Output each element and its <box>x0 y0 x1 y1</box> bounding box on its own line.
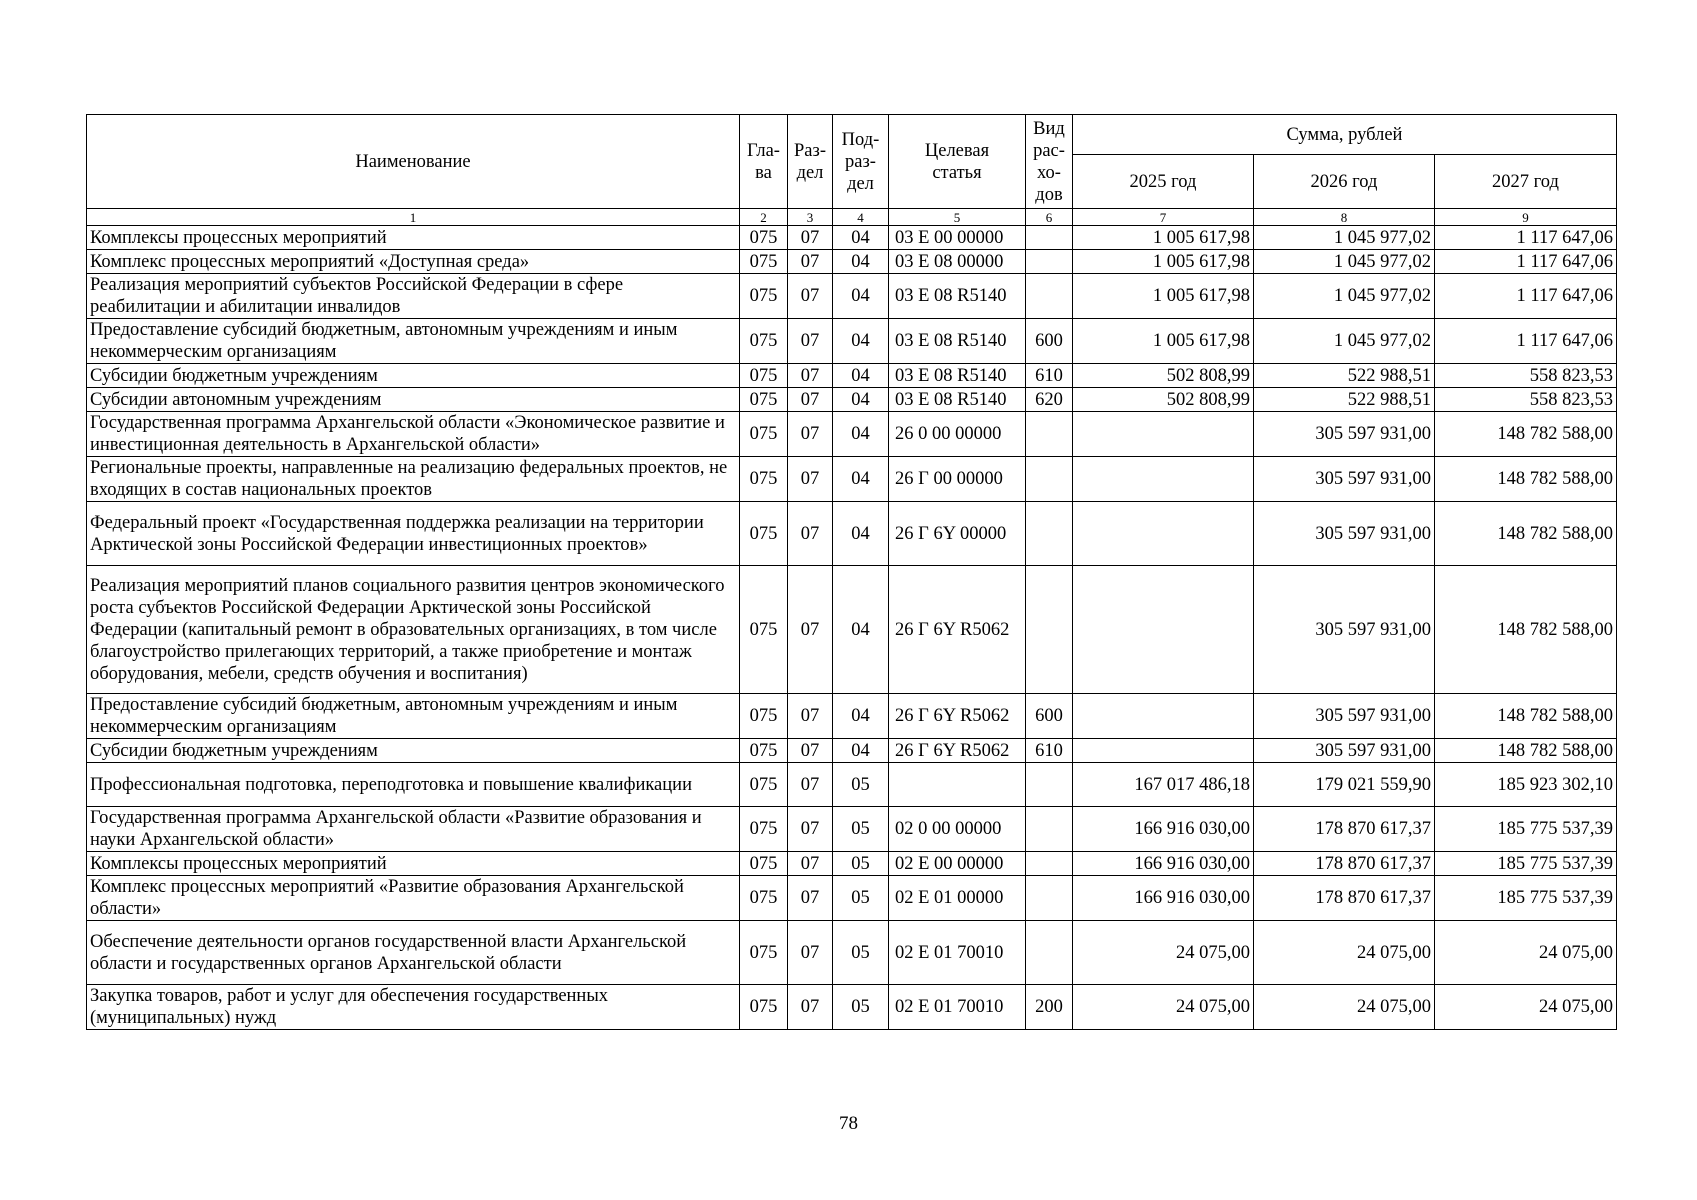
table-row <box>87 763 1617 807</box>
budget-table <box>86 114 1617 1030</box>
row-glava: 075 <box>740 274 788 319</box>
row-podrazdel: 05 <box>833 985 889 1030</box>
row-amount-2026: 178 870 617,37 <box>1254 852 1435 876</box>
row-glava: 075 <box>740 388 788 412</box>
row-target: 26 Г 6Y R5062 <box>889 566 1026 694</box>
row-amount-2027: 148 782 588,00 <box>1435 502 1617 566</box>
row-target: 26 Г 00 00000 <box>889 457 1026 502</box>
row-amount-2026: 178 870 617,37 <box>1254 876 1435 921</box>
row-amount-2027: 185 775 537,39 <box>1435 807 1617 852</box>
row-amount-2025: 167 017 486,18 <box>1073 763 1254 807</box>
column-number: 2 <box>740 209 788 226</box>
row-amount-2025 <box>1073 739 1254 763</box>
column-number: 7 <box>1073 209 1254 226</box>
table-row <box>87 566 1617 694</box>
row-target <box>889 763 1026 807</box>
header-razdel: Раз- дел <box>788 115 833 209</box>
row-vid <box>1026 807 1073 852</box>
row-amount-2025: 502 808,99 <box>1073 388 1254 412</box>
row-glava: 075 <box>740 502 788 566</box>
row-name: Реализация мероприятий субъектов Российской Федерации в сфере реабилитации и абилитации инвалидов <box>87 274 740 319</box>
row-amount-2027: 558 823,53 <box>1435 388 1617 412</box>
column-number: 5 <box>889 209 1026 226</box>
row-vid: 610 <box>1026 739 1073 763</box>
row-podrazdel: 04 <box>833 250 889 274</box>
column-number-row <box>87 209 1617 226</box>
row-amount-2026: 179 021 559,90 <box>1254 763 1435 807</box>
row-razdel: 07 <box>788 807 833 852</box>
table-row <box>87 412 1617 457</box>
row-amount-2026: 305 597 931,00 <box>1254 694 1435 739</box>
row-amount-2026: 305 597 931,00 <box>1254 502 1435 566</box>
row-amount-2026: 305 597 931,00 <box>1254 457 1435 502</box>
row-podrazdel: 05 <box>833 807 889 852</box>
row-name: Государственная программа Архангельской области «Экономическое развитие и инвестиционная деятельность в Архангельской области» <box>87 412 740 457</box>
row-glava: 075 <box>740 412 788 457</box>
row-vid <box>1026 921 1073 985</box>
row-glava: 075 <box>740 985 788 1030</box>
table-row <box>87 985 1617 1030</box>
row-amount-2027: 148 782 588,00 <box>1435 694 1617 739</box>
table-row <box>87 388 1617 412</box>
row-amount-2026: 305 597 931,00 <box>1254 412 1435 457</box>
column-number: 9 <box>1435 209 1617 226</box>
header-vid: Вид рас- хо- дов <box>1026 115 1073 209</box>
row-razdel: 07 <box>788 739 833 763</box>
table-row <box>87 921 1617 985</box>
row-amount-2026: 1 045 977,02 <box>1254 274 1435 319</box>
row-amount-2027: 148 782 588,00 <box>1435 457 1617 502</box>
table-row <box>87 226 1617 250</box>
row-glava: 075 <box>740 852 788 876</box>
row-amount-2025: 166 916 030,00 <box>1073 807 1254 852</box>
row-amount-2027: 558 823,53 <box>1435 364 1617 388</box>
row-razdel: 07 <box>788 763 833 807</box>
table-row <box>87 502 1617 566</box>
row-name: Комплексы процессных мероприятий <box>87 852 740 876</box>
row-razdel: 07 <box>788 566 833 694</box>
row-podrazdel: 04 <box>833 739 889 763</box>
header-year-2027: 2027 год <box>1435 155 1617 209</box>
row-podrazdel: 04 <box>833 457 889 502</box>
row-amount-2025: 1 005 617,98 <box>1073 250 1254 274</box>
row-razdel: 07 <box>788 364 833 388</box>
row-target: 26 Г 6Y R5062 <box>889 739 1026 763</box>
row-amount-2025: 166 916 030,00 <box>1073 876 1254 921</box>
row-razdel: 07 <box>788 457 833 502</box>
table-row <box>87 876 1617 921</box>
row-podrazdel: 05 <box>833 852 889 876</box>
table-body <box>87 226 1617 1030</box>
row-glava: 075 <box>740 319 788 364</box>
row-razdel: 07 <box>788 985 833 1030</box>
row-name: Субсидии автономным учреждениям <box>87 388 740 412</box>
column-number: 3 <box>788 209 833 226</box>
row-razdel: 07 <box>788 274 833 319</box>
column-number: 1 <box>87 209 740 226</box>
table-row <box>87 739 1617 763</box>
row-vid <box>1026 412 1073 457</box>
row-podrazdel: 04 <box>833 694 889 739</box>
row-razdel: 07 <box>788 412 833 457</box>
row-target: 02 Е 00 00000 <box>889 852 1026 876</box>
row-target: 03 Е 08 R5140 <box>889 319 1026 364</box>
row-vid <box>1026 566 1073 694</box>
row-target: 03 Е 08 00000 <box>889 250 1026 274</box>
column-number: 4 <box>833 209 889 226</box>
row-vid <box>1026 763 1073 807</box>
table-row <box>87 274 1617 319</box>
row-amount-2027: 1 117 647,06 <box>1435 274 1617 319</box>
row-podrazdel: 04 <box>833 226 889 250</box>
table-row <box>87 364 1617 388</box>
row-razdel: 07 <box>788 502 833 566</box>
row-podrazdel: 04 <box>833 566 889 694</box>
row-amount-2025: 502 808,99 <box>1073 364 1254 388</box>
row-name: Субсидии бюджетным учреждениям <box>87 739 740 763</box>
row-glava: 075 <box>740 694 788 739</box>
row-target: 02 Е 01 70010 <box>889 985 1026 1030</box>
row-razdel: 07 <box>788 921 833 985</box>
row-amount-2025: 1 005 617,98 <box>1073 226 1254 250</box>
row-amount-2026: 178 870 617,37 <box>1254 807 1435 852</box>
row-amount-2026: 305 597 931,00 <box>1254 566 1435 694</box>
header-name: Наименование <box>87 115 740 209</box>
row-amount-2026: 1 045 977,02 <box>1254 250 1435 274</box>
row-amount-2026: 1 045 977,02 <box>1254 226 1435 250</box>
row-vid: 200 <box>1026 985 1073 1030</box>
row-name: Предоставление субсидий бюджетным, автономным учреждениям и иным некоммерческим организациям <box>87 694 740 739</box>
row-glava: 075 <box>740 763 788 807</box>
row-amount-2026: 1 045 977,02 <box>1254 319 1435 364</box>
header-podrazdel: Под- раз- дел <box>833 115 889 209</box>
row-vid <box>1026 852 1073 876</box>
row-amount-2027: 185 775 537,39 <box>1435 852 1617 876</box>
page-number: 78 <box>839 1113 858 1134</box>
row-amount-2026: 522 988,51 <box>1254 388 1435 412</box>
row-name: Субсидии бюджетным учреждениям <box>87 364 740 388</box>
row-vid <box>1026 876 1073 921</box>
header-year-2026: 2026 год <box>1254 155 1435 209</box>
row-amount-2027: 24 075,00 <box>1435 921 1617 985</box>
row-name: Региональные проекты, направленные на реализацию федеральных проектов, не входящих в состав национальных проектов <box>87 457 740 502</box>
row-name: Закупка товаров, работ и услуг для обеспечения государственных (муниципальных) нужд <box>87 985 740 1030</box>
row-glava: 075 <box>740 739 788 763</box>
row-amount-2025: 166 916 030,00 <box>1073 852 1254 876</box>
row-podrazdel: 04 <box>833 319 889 364</box>
row-razdel: 07 <box>788 694 833 739</box>
row-vid <box>1026 226 1073 250</box>
table-row <box>87 250 1617 274</box>
row-amount-2025: 1 005 617,98 <box>1073 274 1254 319</box>
row-razdel: 07 <box>788 226 833 250</box>
table-row <box>87 807 1617 852</box>
row-target: 03 Е 00 00000 <box>889 226 1026 250</box>
row-podrazdel: 04 <box>833 388 889 412</box>
row-target: 02 Е 01 00000 <box>889 876 1026 921</box>
row-name: Предоставление субсидий бюджетным, автономным учреждениям и иным некоммерческим организациям <box>87 319 740 364</box>
row-razdel: 07 <box>788 319 833 364</box>
row-vid: 610 <box>1026 364 1073 388</box>
row-target: 02 Е 01 70010 <box>889 921 1026 985</box>
row-amount-2027: 1 117 647,06 <box>1435 319 1617 364</box>
row-vid <box>1026 502 1073 566</box>
row-razdel: 07 <box>788 250 833 274</box>
header-target: Целевая статья <box>889 115 1026 209</box>
row-amount-2027: 148 782 588,00 <box>1435 566 1617 694</box>
row-glava: 075 <box>740 226 788 250</box>
row-podrazdel: 04 <box>833 274 889 319</box>
row-name: Обеспечение деятельности органов государственной власти Архангельской области и государственных органов Архангельской области <box>87 921 740 985</box>
row-target: 26 Г 6Y 00000 <box>889 502 1026 566</box>
row-amount-2026: 522 988,51 <box>1254 364 1435 388</box>
row-target: 26 0 00 00000 <box>889 412 1026 457</box>
row-glava: 075 <box>740 250 788 274</box>
row-amount-2025 <box>1073 457 1254 502</box>
row-target: 02 0 00 00000 <box>889 807 1026 852</box>
row-vid: 600 <box>1026 319 1073 364</box>
row-podrazdel: 05 <box>833 921 889 985</box>
row-amount-2027: 24 075,00 <box>1435 985 1617 1030</box>
row-glava: 075 <box>740 364 788 388</box>
row-vid <box>1026 250 1073 274</box>
row-amount-2025 <box>1073 502 1254 566</box>
row-target: 26 Г 6Y R5062 <box>889 694 1026 739</box>
row-podrazdel: 04 <box>833 502 889 566</box>
row-name: Государственная программа Архангельской области «Развитие образования и науки Архангельской области» <box>87 807 740 852</box>
row-target: 03 Е 08 R5140 <box>889 364 1026 388</box>
row-glava: 075 <box>740 457 788 502</box>
row-amount-2027: 185 923 302,10 <box>1435 763 1617 807</box>
row-amount-2026: 305 597 931,00 <box>1254 739 1435 763</box>
row-amount-2025 <box>1073 412 1254 457</box>
row-amount-2027: 1 117 647,06 <box>1435 250 1617 274</box>
row-name: Профессиональная подготовка, переподготовка и повышение квалификации <box>87 763 740 807</box>
row-amount-2025: 24 075,00 <box>1073 921 1254 985</box>
table-row <box>87 457 1617 502</box>
table-row <box>87 852 1617 876</box>
row-amount-2027: 185 775 537,39 <box>1435 876 1617 921</box>
row-glava: 075 <box>740 807 788 852</box>
row-name: Комплексы процессных мероприятий <box>87 226 740 250</box>
column-number: 6 <box>1026 209 1073 226</box>
header-year-2025: 2025 год <box>1073 155 1254 209</box>
row-amount-2027: 148 782 588,00 <box>1435 412 1617 457</box>
row-amount-2025 <box>1073 566 1254 694</box>
header-glava: Гла- ва <box>740 115 788 209</box>
row-glava: 075 <box>740 566 788 694</box>
table-row <box>87 319 1617 364</box>
row-podrazdel: 05 <box>833 763 889 807</box>
row-amount-2025: 24 075,00 <box>1073 985 1254 1030</box>
row-glava: 075 <box>740 876 788 921</box>
column-number: 8 <box>1254 209 1435 226</box>
row-razdel: 07 <box>788 852 833 876</box>
row-amount-2025: 1 005 617,98 <box>1073 319 1254 364</box>
row-vid <box>1026 457 1073 502</box>
row-razdel: 07 <box>788 876 833 921</box>
row-name: Федеральный проект «Государственная поддержка реализации на территории Арктической зоны Российской Федерации инвестиционных проектов» <box>87 502 740 566</box>
row-amount-2025 <box>1073 694 1254 739</box>
row-vid: 620 <box>1026 388 1073 412</box>
row-vid <box>1026 274 1073 319</box>
table-row <box>87 694 1617 739</box>
row-target: 03 Е 08 R5140 <box>889 274 1026 319</box>
row-amount-2027: 148 782 588,00 <box>1435 739 1617 763</box>
row-vid: 600 <box>1026 694 1073 739</box>
row-name: Реализация мероприятий планов социального развития центров экономического роста субъектов Российской Федерации Арктической зоны Российской Федерации (капитальный ремонт в образовательных организациях, в том числе благоустройство прилегающих территорий, а также приобретение и монтаж оборудования, мебели, средств обучения и воспитания) <box>87 566 740 694</box>
row-name: Комплекс процессных мероприятий «Развитие образования Архангельской области» <box>87 876 740 921</box>
row-podrazdel: 04 <box>833 364 889 388</box>
row-amount-2026: 24 075,00 <box>1254 921 1435 985</box>
row-podrazdel: 04 <box>833 412 889 457</box>
header-sum: Сумма, рублей <box>1073 115 1617 155</box>
row-target: 03 Е 08 R5140 <box>889 388 1026 412</box>
row-razdel: 07 <box>788 388 833 412</box>
row-amount-2026: 24 075,00 <box>1254 985 1435 1030</box>
row-podrazdel: 05 <box>833 876 889 921</box>
row-glava: 075 <box>740 921 788 985</box>
row-amount-2027: 1 117 647,06 <box>1435 226 1617 250</box>
row-name: Комплекс процессных мероприятий «Доступная среда» <box>87 250 740 274</box>
